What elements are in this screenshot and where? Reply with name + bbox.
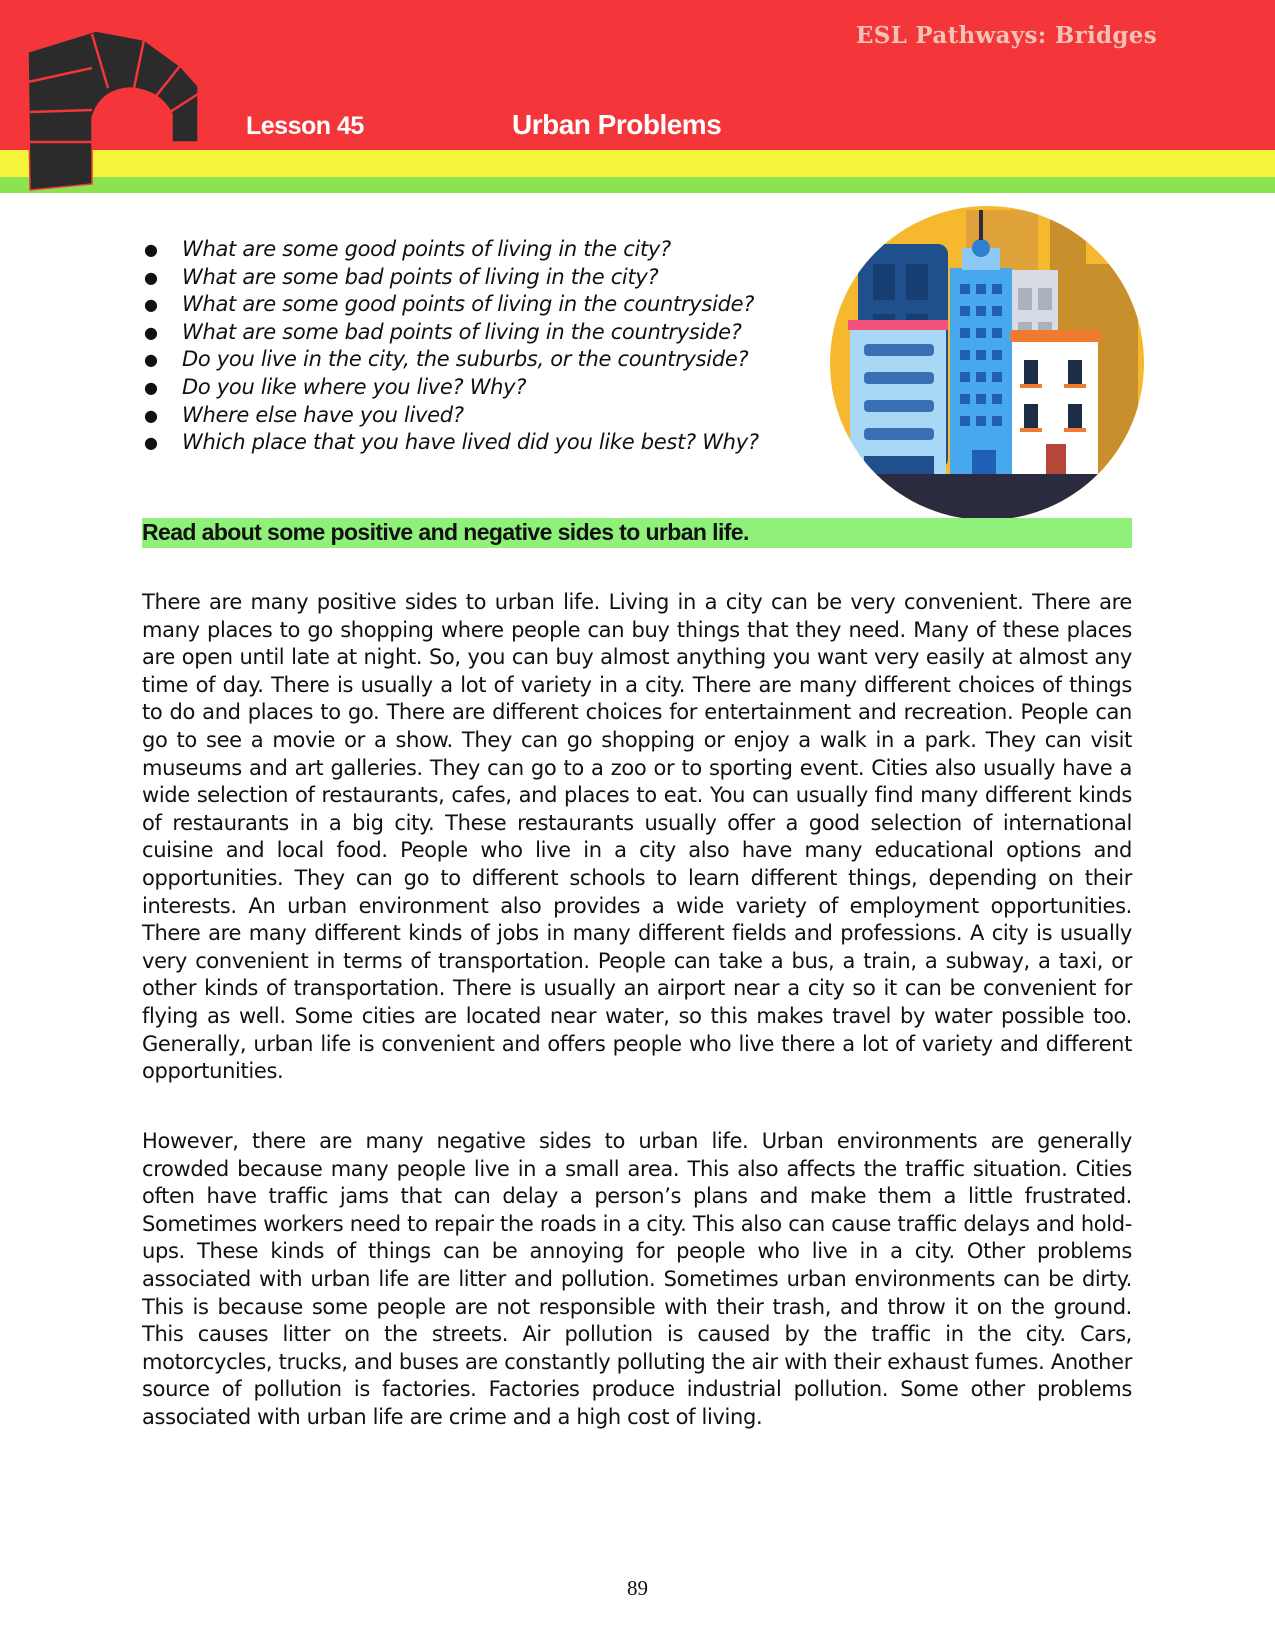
question-item: ● What are some bad points of living in the city? (140, 264, 759, 292)
bullet-icon: ● (144, 322, 158, 342)
arch-bridge-logo-icon (22, 30, 218, 194)
reading-instruction: Read about some positive and negative sides to urban life. (142, 519, 749, 545)
question-item: ● What are some good points of living in the city? (140, 236, 759, 264)
reading-paragraph-positive: There are many positive sides to urban life. Living in a city can be very convenient. There are many places to go shopping where people can buy things that they need. Many of these places are open until late at night. So, you can buy almost anything you want very easily at almost any time of day. There is usually a lot of variety in a city. There are many different choices of things to do and places to go. There are different choices for entertainment and recreation. People can go to see a movie or a show. They can go shopping or enjoy a walk in a park. They can visit museums and art galleries. They can go to a zoo or to sporting event. Cities also usually have a wide selection of restaurants, cafes, and places to eat. You can usually find many different kinds of restaurants in a big city. These restaurants usually offer a good selection of international cuisine and local food. People who live in a city also have many educational options and opportunities. They can go to different schools to learn different things, depending on their interests. An urban environment also provides a wide variety of employment opportunities. There are many different kinds of jobs in many different fields and professions. A city is usually very convenient in terms of transportation. People can take a bus, a train, a subway, a taxi, or other kinds of transportation. There is usually an airport near a city so it can be convenient for flying as well. Some cities are located near water, so this makes travel by water possible too. Generally, urban life is convenient and offers people who live there a lot of variety and different opportunities. (142, 590, 1132, 1084)
bullet-icon: ● (144, 405, 158, 425)
bullet-icon: ● (144, 267, 158, 287)
bullet-icon: ● (144, 240, 158, 259)
question-item: ● Do you live in the city, the suburbs, or the countryside? (140, 346, 759, 374)
city-buildings-icon (828, 204, 1146, 522)
reading-paragraph-negative: However, there are many negative sides to urban life. Urban environments are generally crowded because many people live in a small area. This also affects the traffic situation. Cities often have traffic jams that can delay a person’s plans and make them a little frustrated. Sometimes workers need to repair the roads in a city. This also can cause traffic delays and hold-ups. These kinds of things can be annoying for people who live in a city. Other problems associated with urban life are litter and pollution. Sometimes urban environments can be dirty. This is because some people are not responsible with their trash, and throw it on the ground. This causes litter on the streets. Air pollution is caused by the traffic in the city. Cars, motorcycles, trucks, and buses are constantly polluting the air with their exhaust fumes. Another source of pollution is factories. Factories produce industrial pollution. Some other problems associated with urban life are crime and a high cost of living. (142, 1129, 1132, 1429)
bullet-icon: ● (144, 350, 158, 370)
series-title: ESL Pathways: Bridges (855, 22, 1157, 49)
lesson-title: Urban Problems (512, 109, 722, 140)
question-item: ● What are some good points of living in the countryside? (140, 291, 759, 319)
bullet-icon: ● (144, 295, 158, 315)
question-item: ● Where else have you lived? (140, 402, 759, 430)
question-item: ● Do you like where you live? Why? (140, 374, 759, 402)
discussion-questions (140, 236, 759, 457)
lesson-label: Lesson 45 (246, 112, 364, 140)
question-item: ● What are some bad points of living in the countryside? (140, 319, 759, 347)
bullet-icon: ● (144, 433, 158, 453)
page-number: 89 (627, 1576, 648, 1600)
bullet-icon: ● (144, 377, 158, 397)
question-item: ● Which place that you have lived did you like best? Why? (140, 429, 759, 457)
